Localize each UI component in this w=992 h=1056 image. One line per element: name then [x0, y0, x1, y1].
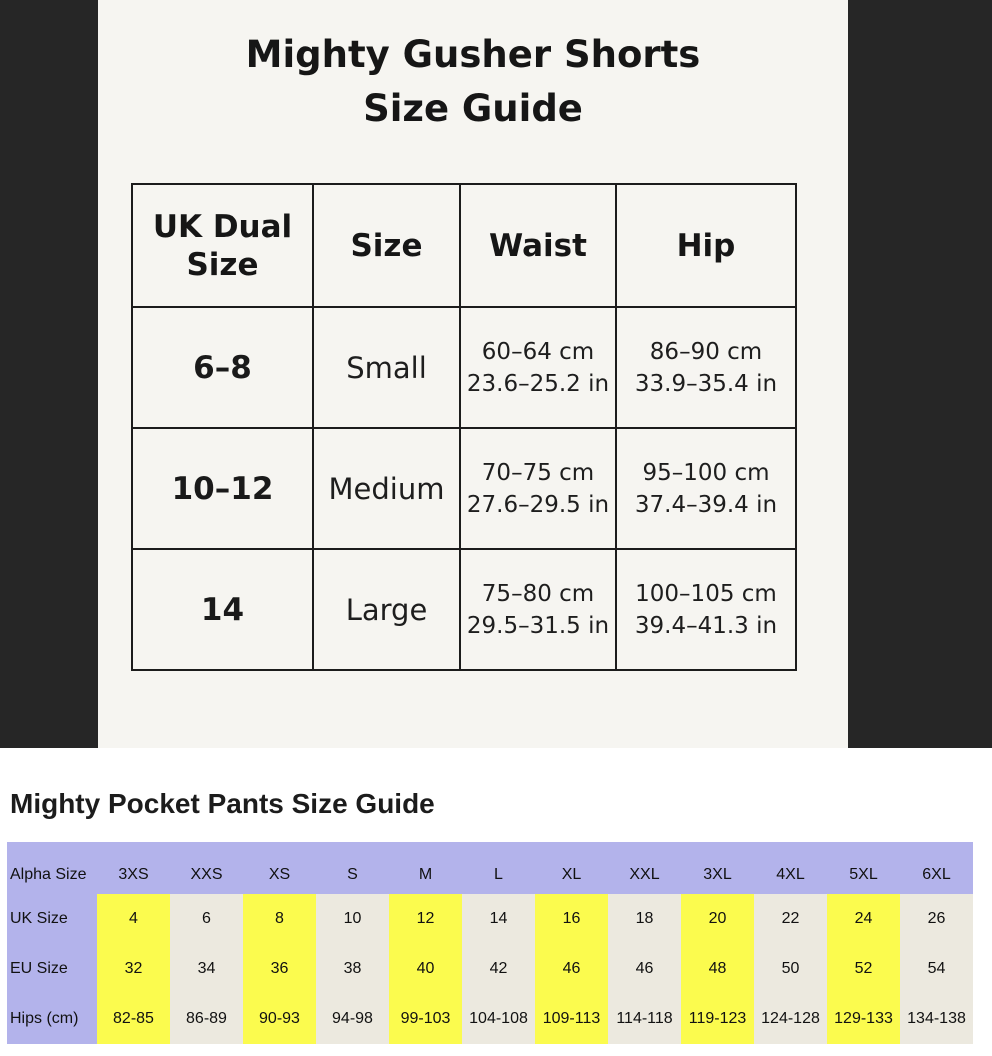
waist-cm: 75–80 cm [481, 580, 595, 607]
alpha-size-cell: L [462, 842, 535, 894]
uk-size-cell: 26 [900, 894, 973, 944]
header-uk-dual-line2: Size [186, 246, 259, 283]
size-name-cell: Medium [313, 428, 460, 549]
hip-cell [616, 549, 796, 670]
eu-size-cell: 50 [754, 944, 827, 994]
alpha-size-cell: 3XL [681, 842, 754, 894]
header-uk-dual-line1: UK Dual [152, 208, 293, 245]
shorts-header-row [132, 184, 796, 307]
waist-cell [460, 307, 616, 428]
size-name-cell: Large [313, 549, 460, 670]
alpha-size-cell: XXS [170, 842, 243, 894]
uk-size-cell: 8 [243, 894, 316, 944]
shorts-size-table [131, 183, 797, 671]
alpha-size-cell: 3XS [97, 842, 170, 894]
hip-cm: 100–105 cm [635, 580, 777, 607]
hips-cell: 94-98 [316, 994, 389, 1044]
shorts-row-medium [132, 428, 796, 549]
eu-size-cell: 36 [243, 944, 316, 994]
uk-size-cell: 14 [462, 894, 535, 944]
hip-in: 39.4–41.3 in [634, 612, 778, 639]
hips-cell: 86-89 [170, 994, 243, 1044]
eu-size-cell: 52 [827, 944, 900, 994]
eu-size-cell: 32 [97, 944, 170, 994]
alpha-size-row [7, 842, 973, 894]
alpha-size-cell: M [389, 842, 462, 894]
uk-size-cell: 10 [316, 894, 389, 944]
pants-size-table [7, 842, 973, 1044]
hips-cell: 90-93 [243, 994, 316, 1044]
shorts-row-large [132, 549, 796, 670]
waist-in: 27.6–29.5 in [466, 491, 610, 518]
eu-size-cell: 48 [681, 944, 754, 994]
waist-cell [460, 428, 616, 549]
waist-cell [460, 549, 616, 670]
hips-cell: 114-118 [608, 994, 681, 1044]
hips-cell: 99-103 [389, 994, 462, 1044]
eu-size-row [7, 944, 973, 994]
hip-cm: 95–100 cm [642, 459, 770, 486]
alpha-size-cell: S [316, 842, 389, 894]
hip-in: 33.9–35.4 in [634, 370, 778, 397]
uk-size-cell: 22 [754, 894, 827, 944]
hips-cell: 134-138 [900, 994, 973, 1044]
hip-cm: 86–90 cm [649, 338, 763, 365]
pants-guide-title: Mighty Pocket Pants Size Guide [10, 788, 435, 819]
alpha-size-cell: 6XL [900, 842, 973, 894]
uk-size-cell: 18 [608, 894, 681, 944]
row-label-alpha-size: Alpha Size [7, 842, 97, 894]
hip-in: 37.4–39.4 in [634, 491, 778, 518]
size-name-cell: Small [313, 307, 460, 428]
hips-cell: 119-123 [681, 994, 754, 1044]
shorts-size-guide-card [98, 0, 848, 748]
alpha-size-cell: XS [243, 842, 316, 894]
waist-cm: 70–75 cm [481, 459, 595, 486]
dual-size-cell: 6–8 [132, 307, 313, 428]
waist-in: 29.5–31.5 in [466, 612, 610, 639]
hips-cell: 129-133 [827, 994, 900, 1044]
hips-cell: 124-128 [754, 994, 827, 1044]
hips-cell: 104-108 [462, 994, 535, 1044]
uk-size-cell: 12 [389, 894, 462, 944]
eu-size-cell: 42 [462, 944, 535, 994]
uk-size-cell: 20 [681, 894, 754, 944]
eu-size-cell: 40 [389, 944, 462, 994]
dual-size-cell: 10–12 [132, 428, 313, 549]
shorts-title-line2: Size Guide [363, 87, 583, 130]
row-label-hips: Hips (cm) [7, 994, 97, 1044]
row-label-uk-size: UK Size [7, 894, 97, 944]
uk-size-cell: 16 [535, 894, 608, 944]
header-uk-dual-size [132, 184, 313, 307]
eu-size-cell: 38 [316, 944, 389, 994]
uk-size-cell: 24 [827, 894, 900, 944]
row-label-eu-size: EU Size [7, 944, 97, 994]
alpha-size-cell: 4XL [754, 842, 827, 894]
header-hip: Hip [616, 184, 796, 307]
alpha-size-cell: XXL [608, 842, 681, 894]
dual-size-cell: 14 [132, 549, 313, 670]
eu-size-cell: 46 [535, 944, 608, 994]
alpha-size-cell: 5XL [827, 842, 900, 894]
alpha-size-cell: XL [535, 842, 608, 894]
header-waist: Waist [460, 184, 616, 307]
eu-size-cell: 54 [900, 944, 973, 994]
shorts-guide-title [98, 28, 848, 136]
uk-size-cell: 6 [170, 894, 243, 944]
waist-cm: 60–64 cm [481, 338, 595, 365]
shorts-row-small [132, 307, 796, 428]
hips-cell: 109-113 [535, 994, 608, 1044]
shorts-title-line1: Mighty Gusher Shorts [245, 33, 701, 76]
eu-size-cell: 46 [608, 944, 681, 994]
hips-cell: 82-85 [97, 994, 170, 1044]
uk-size-cell: 4 [97, 894, 170, 944]
hip-cell [616, 307, 796, 428]
hip-cell [616, 428, 796, 549]
waist-in: 23.6–25.2 in [466, 370, 610, 397]
eu-size-cell: 34 [170, 944, 243, 994]
uk-size-row [7, 894, 973, 944]
hips-row [7, 994, 973, 1044]
header-size: Size [313, 184, 460, 307]
